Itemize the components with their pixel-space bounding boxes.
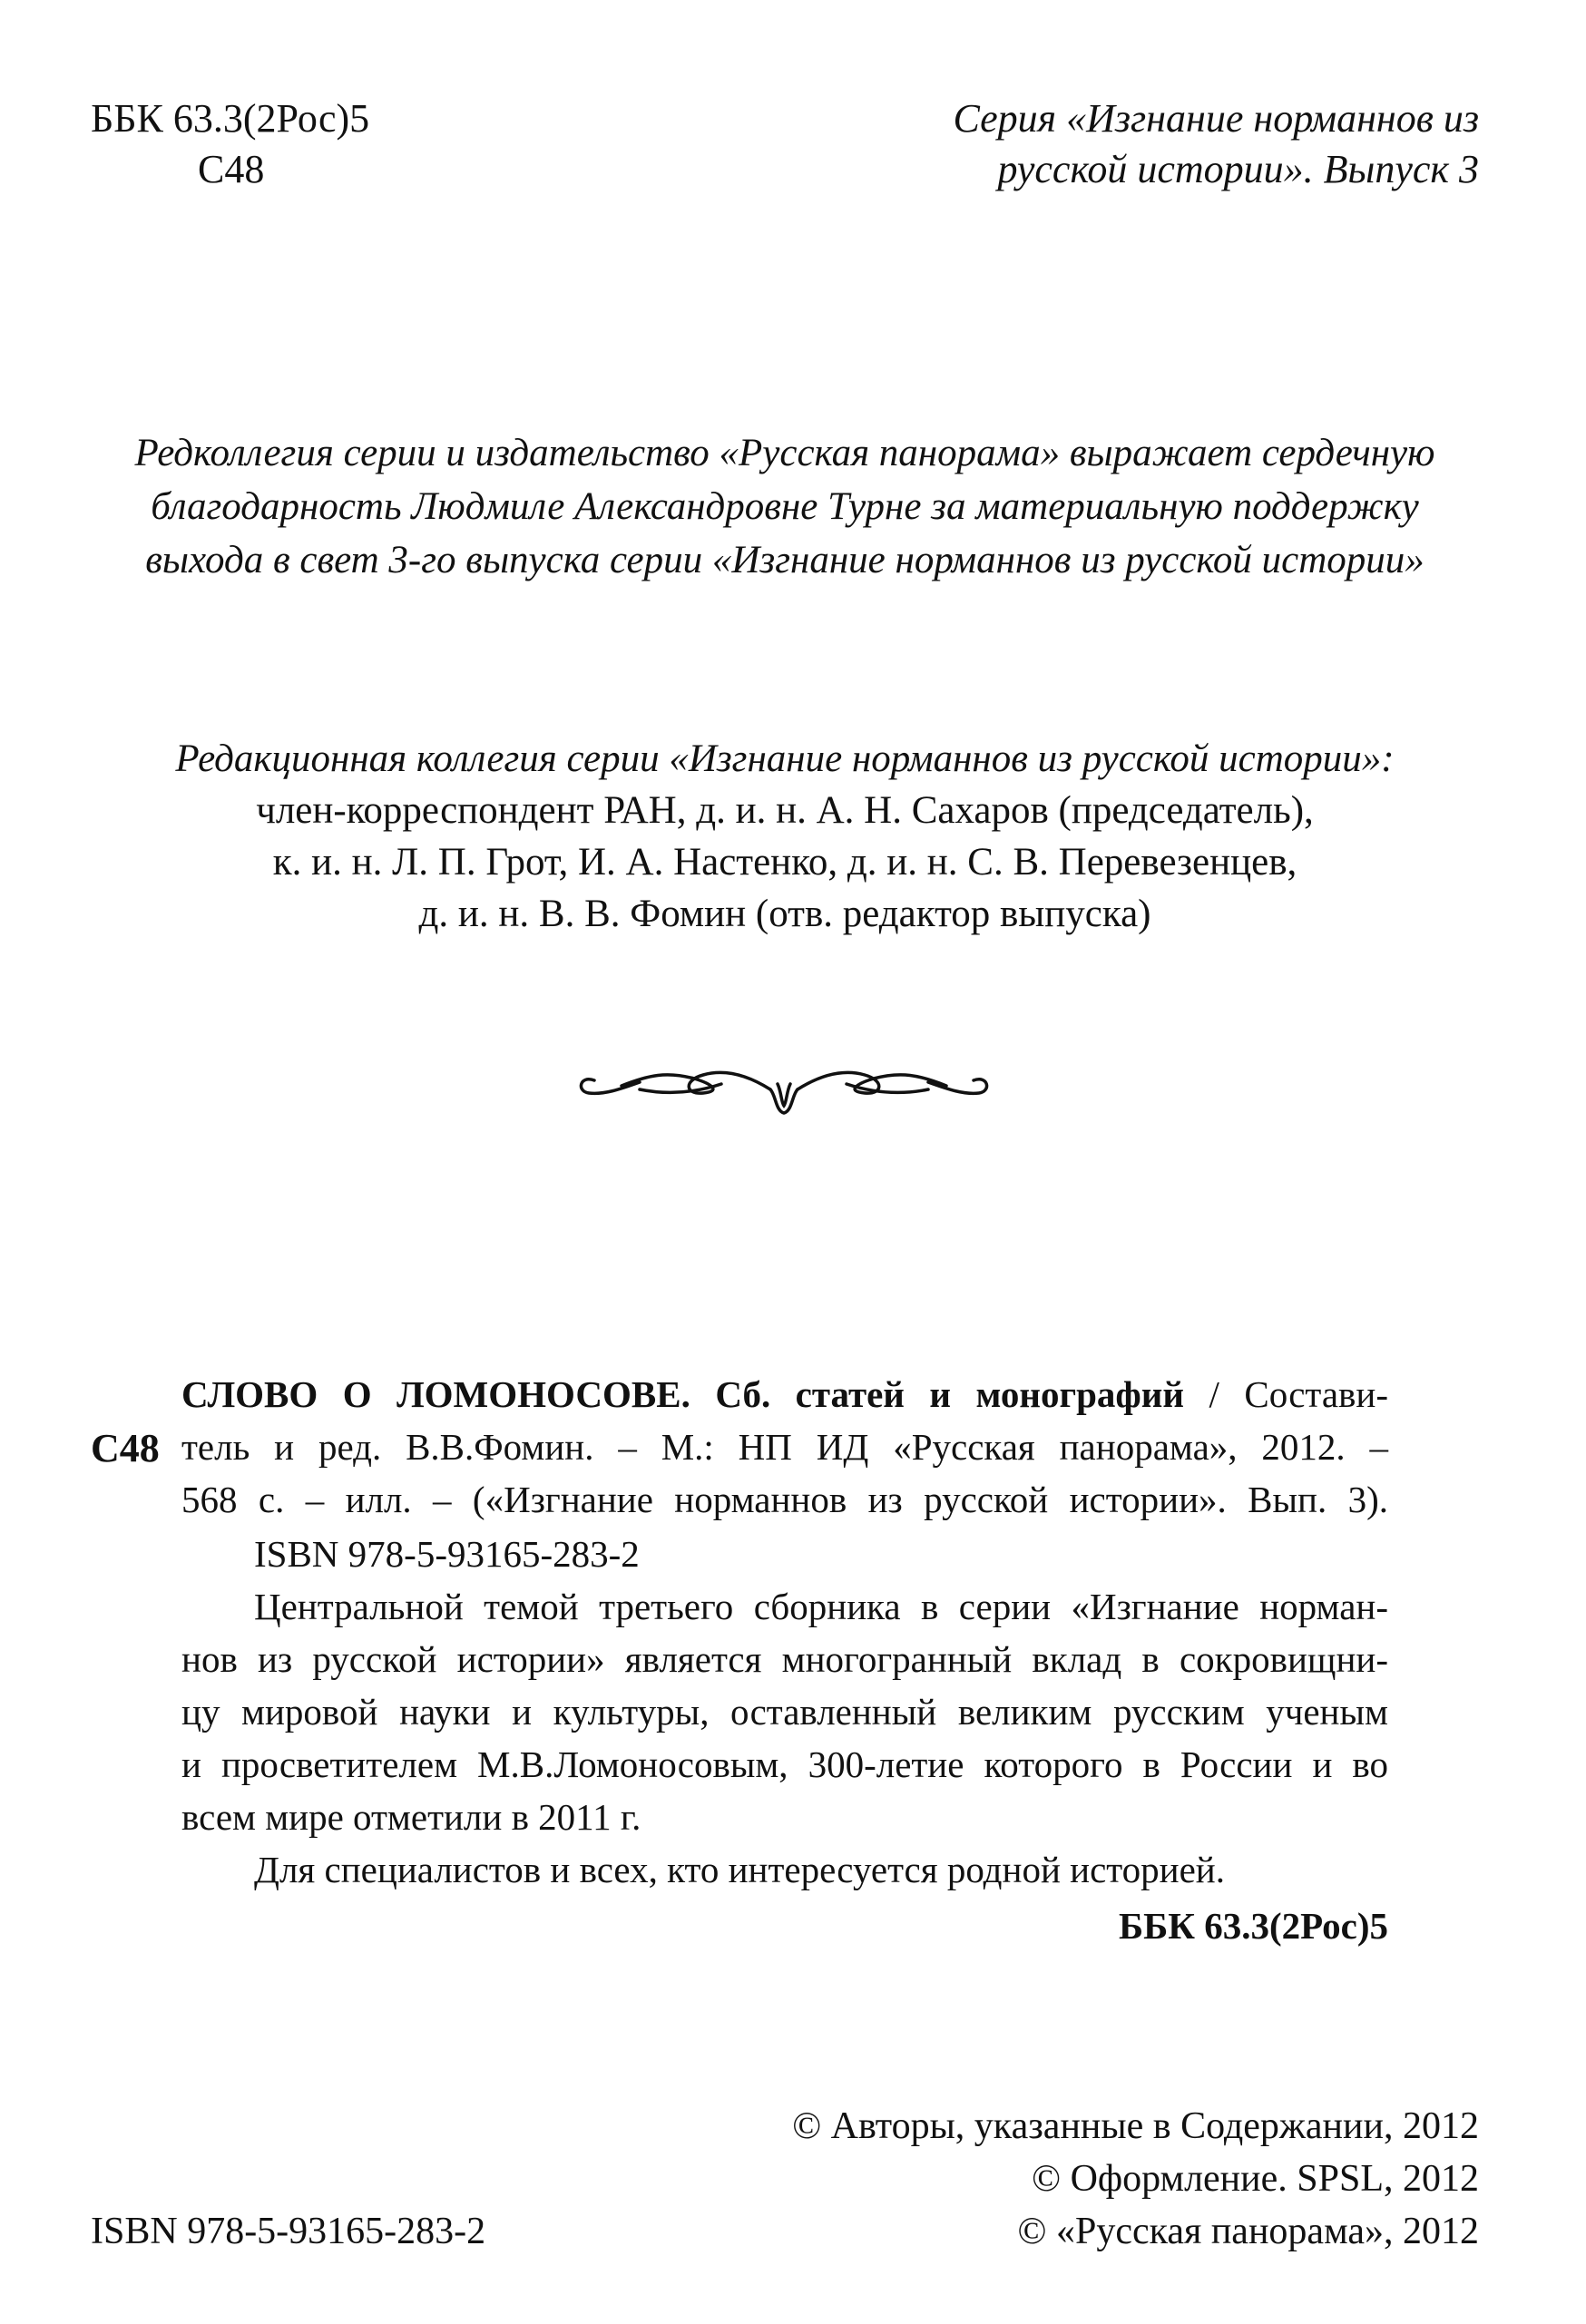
editorial-board-member: член-корреспондент РАН, д. и. н. А. Н. Сахаров (председатель), [256, 789, 1314, 832]
annotation-line: и просветителем М.В.Ломоносовым, 300-летие которого в России и во [181, 1743, 1388, 1785]
gratitude-line: благодарность Людмиле Александровне Турне за материальную поддержку [151, 485, 1419, 528]
catalog-publication-line: тель и ред. В.В.Фомин. – М.: НП ИД «Русская панорама», 2012. – [181, 1426, 1388, 1468]
editorial-board-member: к. и. н. Л. П. Грот, И. А. Настенко, д. и. н. С. В. Перевезенцев, [272, 841, 1297, 884]
catalog-entry [181, 1368, 1388, 1952]
annotation-line: нов из русской истории» является многогранный вклад в сокровищни- [181, 1638, 1388, 1680]
author-mark: С48 [198, 147, 265, 191]
book-title: СЛОВО О ЛОМОНОСОВЕ. Сб. статей и монографий [181, 1373, 1185, 1415]
editorial-board [91, 733, 1479, 940]
gratitude-note [91, 426, 1479, 587]
gratitude-line: Редколлегия серии и издательство «Русская панорама» выражает сердечную [134, 432, 1435, 474]
copyright-line: © Авторы, указанные в Содержании, 2012 [792, 2105, 1479, 2147]
catalog-pages-line: 568 с. – илл. – («Изгнание норманнов из русской истории». Вып. 3). [181, 1479, 1388, 1520]
audience-note: Для специалистов и всех, кто интересуется родной историей. [254, 1849, 1225, 1890]
editorial-board-member: д. и. н. В. В. Фомин (отв. редактор выпуска) [418, 893, 1151, 935]
copyright-line: © Оформление. SPSL, 2012 [1032, 2158, 1479, 2200]
gratitude-line: выхода в свет 3-го выпуска серии «Изгнание норманнов из русской истории» [145, 539, 1424, 581]
catalog-author-mark: С48 [91, 1426, 160, 1470]
annotation-line: Центральной темой третьего сборника в серии «Изгнание норман- [254, 1586, 1388, 1627]
bbk-header [91, 93, 369, 195]
catalog-title-line [181, 1368, 1388, 1421]
annotation-line: всем мире отметили в 2011 г. [181, 1796, 641, 1838]
annotation-line: цу мировой науки и культуры, оставленный великим русским ученым [181, 1691, 1388, 1733]
footer-isbn: ISBN 978-5-93165-283-2 [91, 2211, 486, 2252]
catalog-bbk: ББК 63.3(2Рос)5 [1119, 1905, 1388, 1947]
editorial-board-title: Редакционная коллегия серии «Изгнание норманнов из русской истории»: [175, 737, 1395, 780]
series-line-2: русской истории». Выпуск 3 [997, 147, 1479, 191]
book-title-rest: / Состави- [1184, 1373, 1388, 1415]
copyright-block [792, 2100, 1479, 2258]
copyright-line: © «Русская панорама», 2012 [1017, 2211, 1479, 2252]
series-info [953, 93, 1479, 195]
catalog-isbn: ISBN 978-5-93165-283-2 [254, 1533, 640, 1575]
bbk-code: ББК 63.3(2Рос)5 [91, 96, 370, 141]
series-line-1: Серия «Изгнание норманнов из [953, 96, 1479, 141]
ornament-divider [567, 1048, 1001, 1122]
